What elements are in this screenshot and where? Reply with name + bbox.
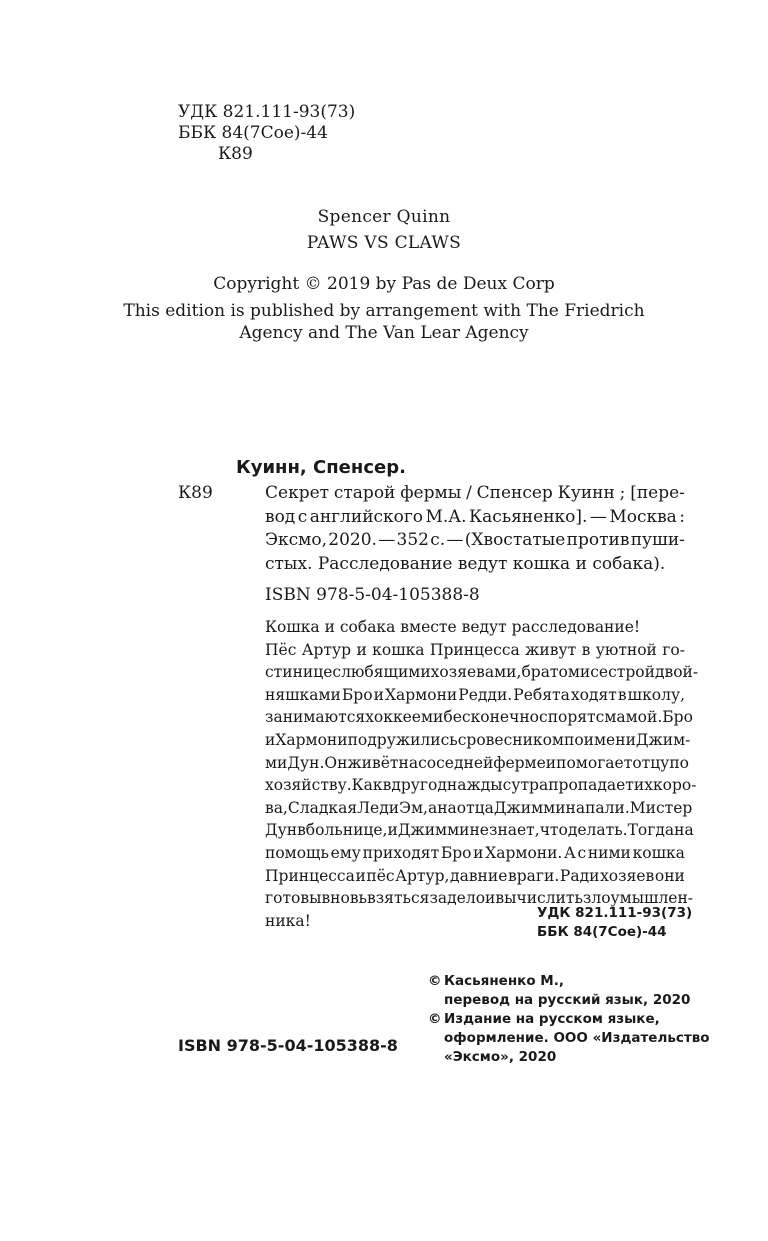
edition-note-line: This edition is published by arrangement with The Friedrich <box>123 301 645 321</box>
word: и <box>373 685 384 704</box>
word: 2020. <box>328 530 377 550</box>
word: однажды <box>428 776 503 795</box>
word: что <box>539 821 568 840</box>
word: имени <box>583 730 636 749</box>
word: Хармони <box>275 730 348 749</box>
word: английского <box>309 506 424 527</box>
word: спорят <box>539 708 596 727</box>
word: знает, <box>488 821 540 840</box>
word: ровесником <box>466 730 564 749</box>
word: коро- <box>652 776 697 795</box>
annotation <box>265 616 699 932</box>
word: пёс <box>366 866 395 885</box>
rights-text: перевод на русский язык, 2020 <box>444 992 691 1008</box>
text-line <box>265 774 697 797</box>
word: с <box>577 843 587 862</box>
word: и <box>433 708 444 727</box>
word: — <box>589 506 607 527</box>
original-author: Spencer Quinn <box>317 207 451 227</box>
word: по <box>564 730 584 749</box>
word: сестрой <box>590 663 655 682</box>
word: и <box>265 730 276 749</box>
word: на <box>398 753 419 772</box>
word: Мистер <box>629 798 693 817</box>
word: отца <box>456 798 494 817</box>
catalog-description <box>265 482 685 576</box>
original-title: PAWS VS CLAWS <box>306 233 462 253</box>
word: братом <box>521 663 580 682</box>
word: и <box>485 889 496 908</box>
word: против <box>566 530 630 550</box>
word: с <box>502 776 512 795</box>
word: уютной <box>595 640 657 659</box>
original-edition <box>0 204 768 256</box>
word: Бро <box>662 708 693 727</box>
word: Хармони <box>384 685 458 704</box>
word: Сладкая <box>287 798 358 817</box>
word: соседней <box>418 753 494 772</box>
word: хозяевами, <box>430 663 522 682</box>
text-line <box>265 639 685 662</box>
word: Артур <box>301 640 352 659</box>
text-line <box>265 661 699 684</box>
word: Ради <box>559 866 600 885</box>
word: Эм, <box>399 798 428 817</box>
word: ему <box>330 843 361 862</box>
word: Редди. <box>458 685 513 704</box>
word: А <box>564 843 576 862</box>
rights-text: оформление. ООО «Издательство <box>444 1030 710 1046</box>
rights-text: «Эксмо», 2020 <box>444 1049 557 1065</box>
word: с <box>457 730 467 749</box>
author-mark: К89 <box>218 144 253 164</box>
word: пропадает <box>548 776 634 795</box>
word: они <box>654 866 685 885</box>
word: хозяйству. <box>265 776 352 795</box>
footer-bbk: ББК 84(7Сое)-44 <box>537 924 667 940</box>
word: ними <box>587 843 631 862</box>
word: ходят <box>570 685 617 704</box>
word: по <box>669 753 689 772</box>
word: — <box>378 530 396 550</box>
word: вычислить <box>495 889 583 908</box>
word: Принцесса <box>265 866 355 885</box>
word: Москва <box>609 506 677 527</box>
word: а <box>427 798 438 817</box>
word: и <box>473 843 484 862</box>
word: помощь <box>265 843 329 862</box>
word: / <box>466 483 472 503</box>
footer-udk: УДК 821.111-93(73) <box>537 905 693 921</box>
word: на <box>437 798 457 817</box>
bbk-code: ББК 84(7Сое)-44 <box>178 123 328 143</box>
word: напали. <box>565 798 630 817</box>
text-line <box>265 865 685 888</box>
word: и <box>579 663 591 682</box>
word: дело <box>447 889 486 908</box>
word: го- <box>662 640 685 659</box>
word: помогает <box>556 753 633 772</box>
word: Касьяненко]. <box>469 506 588 527</box>
catalog-code: К89 <box>178 483 213 503</box>
word: давние <box>450 866 508 885</box>
rights-line <box>428 991 710 1010</box>
word: стых. Расследование ведут кошка и собака). <box>265 553 666 574</box>
word: Леди <box>357 798 400 817</box>
rights-line <box>428 1048 710 1067</box>
word: их <box>633 776 653 795</box>
word: не <box>469 821 489 840</box>
word: ника! <box>265 911 311 930</box>
word: в <box>581 640 591 659</box>
word: Спенсер <box>476 483 553 503</box>
word: Джимми <box>397 821 470 840</box>
word: ми <box>265 753 288 772</box>
word: Хармони. <box>485 843 563 862</box>
text-line <box>265 482 685 506</box>
rights-line <box>428 1029 710 1048</box>
word: хоккеем <box>365 708 434 727</box>
word: и <box>545 753 557 772</box>
word: вод <box>265 506 296 527</box>
classification-block <box>178 102 355 165</box>
rights-notes <box>428 972 710 1067</box>
word: и <box>387 821 398 840</box>
word: вновь <box>321 889 367 908</box>
footer-isbn: ISBN 978-5-04-105388-8 <box>178 1036 398 1055</box>
word: с. <box>430 530 446 550</box>
word: делать. <box>567 821 628 840</box>
word: 352 <box>396 530 429 550</box>
word: фермы <box>400 483 462 503</box>
annotation-first-line: Кошка и собака вместе ведут расследование! <box>265 618 641 636</box>
word: занимаются <box>265 708 366 727</box>
word: Дун <box>265 821 298 840</box>
word: Артур, <box>395 866 450 885</box>
text-line <box>265 506 685 530</box>
word: Бро <box>440 843 472 862</box>
word: старой <box>333 483 396 503</box>
text-line <box>265 842 685 865</box>
rights-line <box>428 972 710 991</box>
word: Джимми <box>493 798 566 817</box>
rights-line <box>428 1010 710 1029</box>
word: Секрет <box>265 483 330 503</box>
word: живут <box>525 640 577 659</box>
text-line <box>265 706 693 729</box>
word: мамой. <box>604 708 663 727</box>
word: отцу <box>632 753 670 772</box>
word: : <box>679 506 685 527</box>
word: М.А. <box>425 506 467 527</box>
word: Как <box>351 776 383 795</box>
copyright-symbol: © <box>428 1011 442 1027</box>
edition-note <box>0 300 768 344</box>
word: — <box>446 530 464 550</box>
word: хозяев <box>600 866 655 885</box>
word: с <box>332 663 342 682</box>
text-line <box>265 752 689 775</box>
word: взяться <box>367 889 430 908</box>
catalog-author-heading: Куинн, Спенсер. <box>236 457 406 478</box>
word: злоумышлен- <box>582 889 694 908</box>
word: ; <box>619 483 626 503</box>
word: в <box>297 821 306 840</box>
text-line <box>265 819 694 842</box>
word: враги. <box>508 866 560 885</box>
word: приходят <box>362 843 440 862</box>
word: Тогда <box>627 821 675 840</box>
text-line <box>265 553 685 577</box>
word: живёт <box>347 753 399 772</box>
word: и <box>355 866 366 885</box>
word: Ребята <box>513 685 570 704</box>
text-line <box>265 797 693 820</box>
word: няшками <box>265 685 341 704</box>
word: в <box>617 685 627 704</box>
word: с <box>297 506 308 527</box>
word: готовы <box>265 889 322 908</box>
word: ферме <box>493 753 546 772</box>
word: вдруг <box>382 776 429 795</box>
rights-text: Издание на русском языке, <box>444 1011 660 1027</box>
word: и <box>356 640 367 659</box>
word: ва, <box>265 798 288 817</box>
word: (Хвостатые <box>464 530 566 550</box>
word: стинице <box>265 663 333 682</box>
word: Дун. <box>287 753 325 772</box>
text-line <box>265 684 685 707</box>
word: Эксмо, <box>265 530 328 550</box>
word: на <box>674 821 694 840</box>
word: школу, <box>627 685 685 704</box>
rights-text: Касьяненко М., <box>444 973 564 989</box>
word: [пере- <box>630 483 685 503</box>
footer-codes <box>537 904 692 942</box>
word: бесконечно <box>443 708 540 727</box>
word: любящими <box>341 663 431 682</box>
edition-note-line: Agency and The Van Lear Agency <box>239 323 529 343</box>
copyright-symbol: © <box>428 973 442 989</box>
catalog-isbn: ISBN 978-5-04-105388-8 <box>265 585 480 605</box>
text-line <box>265 529 685 553</box>
word: Джим- <box>635 730 691 749</box>
word: двой- <box>654 663 699 682</box>
word: утра <box>511 776 549 795</box>
copyright-line: Copyright © 2019 by Pas de Deux Corp <box>213 274 555 294</box>
word: с <box>595 708 605 727</box>
udk-code: УДК 821.111-93(73) <box>178 102 356 122</box>
word: Пёс <box>265 640 297 659</box>
word: Куинн <box>557 483 615 503</box>
word: подружились <box>347 730 458 749</box>
word: больнице, <box>305 821 388 840</box>
text-line <box>265 729 691 752</box>
word: Он <box>324 753 348 772</box>
word: пуши- <box>630 530 685 550</box>
word: кошка <box>632 843 685 862</box>
word: Принцесса <box>429 640 520 659</box>
word: Бро <box>341 685 373 704</box>
word: кошка <box>372 640 425 659</box>
word: за <box>429 889 448 908</box>
